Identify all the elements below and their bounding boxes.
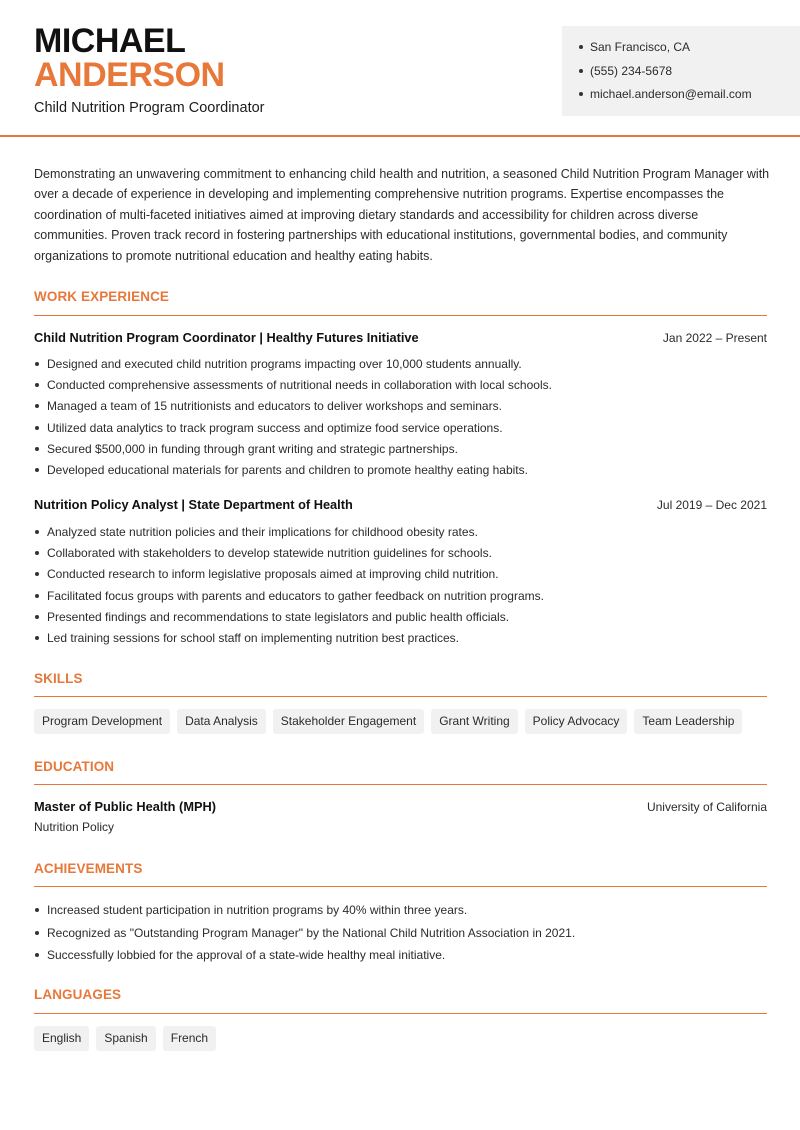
skill-tag: Policy Advocacy — [525, 709, 628, 734]
contact-email — [579, 86, 752, 110]
degree: Master of Public Health (MPH) — [34, 799, 217, 814]
bullet-dot-icon — [35, 404, 39, 408]
bullet-dot-icon — [35, 383, 39, 387]
section-title-work-experience: WORK EXPERIENCE — [34, 289, 170, 304]
bullet-text: Facilitated focus groups with parents and educators to gather feedback on nutrition programs. — [47, 588, 544, 603]
list-item — [34, 925, 767, 948]
email-text: michael.anderson@email.com — [590, 87, 752, 101]
section-title-skills: SKILLS — [34, 671, 83, 686]
bullet-dot-icon — [35, 362, 39, 366]
languages-list — [34, 1026, 216, 1051]
list-item — [34, 462, 767, 483]
section-title-education: EDUCATION — [34, 759, 115, 774]
education-header — [34, 799, 767, 814]
bullet-text: Increased student participation in nutrition programs by 40% within three years. — [47, 903, 468, 917]
section-divider — [34, 696, 767, 697]
bullet-dot-icon — [35, 426, 39, 430]
bullet-dot-icon — [35, 572, 39, 576]
job-dates: Jan 2022 – Present — [662, 331, 767, 345]
bullet-text: Presented findings and recommendations to state legislators and public health officials. — [47, 609, 510, 624]
bullet-text: Secured $500,000 in funding through grant writing and strategic partnerships. — [47, 441, 458, 456]
contact-box — [562, 26, 800, 116]
achievements-list — [34, 902, 767, 970]
skill-tag: Team Leadership — [634, 709, 742, 734]
job-role: Child Nutrition Program Coordinator | Healthy Futures Initiative — [34, 330, 419, 345]
job-header — [34, 497, 767, 512]
skills-list — [34, 709, 742, 734]
bullet-dot-icon — [35, 551, 39, 555]
skill-tag: Data Analysis — [177, 709, 266, 734]
list-item — [34, 609, 767, 630]
profile-summary: Demonstrating an unwavering commitment to enhancing child health and nutrition, a seasoned Child Nutrition Program Manager with over a decade of experience in developing and implementing comprehensive nutrition programs. Expertise encompasses the coordination of multi-faceted initiatives aimed at improving dietary standards and accessibility for children across diverse communities. Proven track record in fostering partnerships with educational institutions, governmental bodies, and community organizations to promote nutritional education and healthy eating habits. — [34, 167, 770, 263]
bullet-dot-icon — [35, 447, 39, 451]
language-tag: Spanish — [96, 1026, 155, 1051]
list-item — [34, 398, 767, 419]
list-item — [34, 947, 767, 970]
bullet-text: Successfully lobbied for the approval of a state-wide healthy meal initiative. — [47, 948, 446, 962]
job-header — [34, 330, 767, 345]
bullet-text: Conducted comprehensive assessments of nutritional needs in collaboration with local schools. — [47, 378, 552, 393]
contact-location — [579, 39, 752, 63]
language-tag: English — [34, 1026, 89, 1051]
bullet-dot-icon — [579, 69, 583, 73]
list-item — [34, 588, 767, 609]
list-item — [34, 902, 767, 925]
list-item — [34, 377, 767, 398]
bullet-text: Designed and executed child nutrition programs impacting over 10,000 students annually. — [47, 357, 522, 371]
job-bullet-list — [34, 524, 767, 651]
bullet-dot-icon — [579, 45, 583, 49]
list-item — [34, 441, 767, 462]
bullet-text: Led training sessions for school staff on implementing nutrition best practices. — [47, 630, 459, 645]
contact-phone — [579, 63, 752, 87]
list-item — [34, 630, 767, 651]
bullet-dot-icon — [579, 92, 583, 96]
school: University of California — [646, 800, 767, 814]
bullet-text: Analyzed state nutrition policies and their implications for childhood obesity rates. — [47, 525, 478, 539]
job-title: Child Nutrition Program Coordinator — [34, 100, 265, 116]
bullet-text: Utilized data analytics to track program success and optimize food service operations. — [47, 420, 503, 435]
section-divider — [34, 784, 767, 785]
section-title-achievements: ACHIEVEMENTS — [34, 861, 143, 876]
bullet-dot-icon — [35, 908, 39, 912]
location-text: San Francisco, CA — [590, 40, 691, 54]
skill-tag: Program Development — [34, 709, 170, 734]
job-dates: Jul 2019 – Dec 2021 — [656, 498, 767, 512]
bullet-dot-icon — [35, 530, 39, 534]
section-divider — [34, 315, 767, 316]
bullet-text: Developed educational materials for parents and children to promote healthy eating habits. — [47, 462, 528, 477]
field-of-study: Nutrition Policy — [34, 820, 115, 834]
phone-text: (555) 234-5678 — [590, 63, 673, 78]
last-name: ANDERSON — [34, 56, 225, 94]
list-item — [34, 356, 767, 377]
list-item — [34, 566, 767, 587]
skill-tag: Stakeholder Engagement — [273, 709, 424, 734]
bullet-dot-icon — [35, 953, 39, 957]
first-name: MICHAEL — [34, 22, 186, 60]
section-divider — [34, 886, 767, 887]
language-tag: French — [163, 1026, 216, 1051]
skill-tag: Grant Writing — [431, 709, 517, 734]
bullet-text: Collaborated with stakeholders to develop statewide nutrition guidelines for schools. — [47, 546, 492, 561]
section-title-languages: LANGUAGES — [34, 987, 122, 1002]
list-item — [34, 420, 767, 441]
bullet-text: Conducted research to inform legislative proposals aimed at improving child nutrition. — [47, 567, 499, 582]
bullet-dot-icon — [35, 636, 39, 640]
bullet-text: Managed a team of 15 nutritionists and educators to deliver workshops and seminars. — [47, 399, 502, 414]
resume-header — [0, 0, 800, 137]
bullet-dot-icon — [35, 931, 39, 935]
bullet-dot-icon — [35, 594, 39, 598]
section-divider — [34, 1013, 767, 1014]
list-item — [34, 545, 767, 566]
list-item — [34, 524, 767, 545]
bullet-dot-icon — [35, 468, 39, 472]
job-bullet-list — [34, 356, 767, 483]
job-role: Nutrition Policy Analyst | State Department of Health — [34, 497, 353, 512]
bullet-text: Recognized as "Outstanding Program Manager" by the National Child Nutrition Association in 2021. — [47, 925, 576, 940]
contact-list — [579, 39, 752, 110]
bullet-dot-icon — [35, 615, 39, 619]
